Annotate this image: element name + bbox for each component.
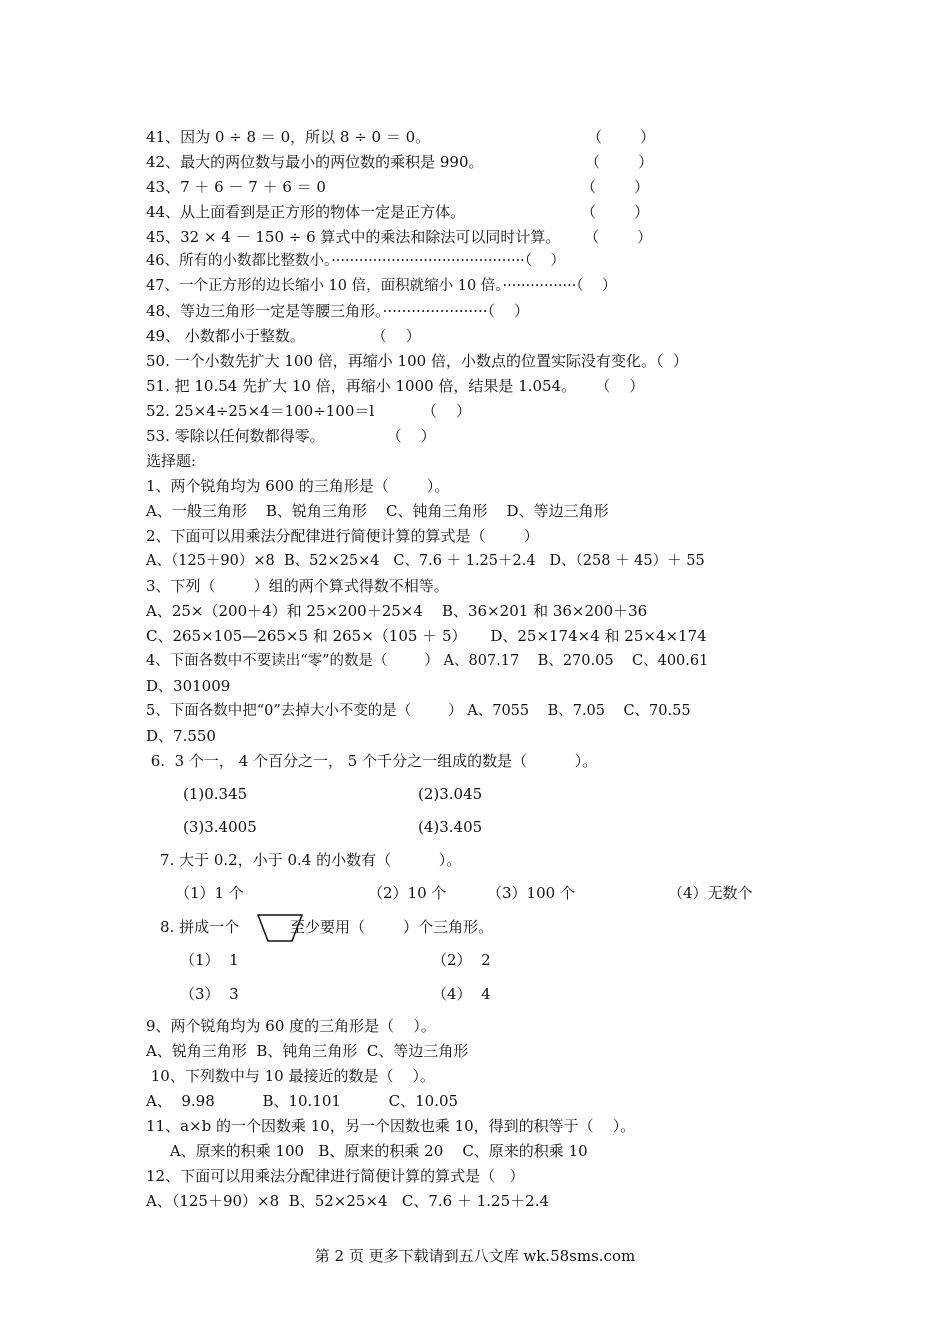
question-52: 52. 25×4÷25×4＝100÷100＝l （ ） — [146, 402, 471, 420]
choice-10: 10、下列数中与 10 最接近的数是（ ）。 — [146, 1067, 436, 1085]
choice-1-options: A、一般三角形 B、锐角三角形 C、钝角三角形 D、等边三角形 — [146, 502, 609, 520]
question-44: 44、从上面看到是正方形的物体一定是正方体。 — [146, 203, 466, 221]
question-49: 49、 小数都小于整数。 （ ） — [146, 327, 421, 345]
choice-3: 3、下列（ ）组的两个算式得数不相等。 — [146, 577, 449, 595]
choice-7-option-2: （2）10 个 — [368, 884, 447, 902]
answer-bracket-41: （ ） — [587, 128, 656, 146]
question-46: 46、所有的小数都比整数小。··········································（ ） — [146, 253, 565, 269]
question-53: 53. 零除以任何数都得零。 （ ） — [146, 427, 436, 445]
choice-8-option-1: （1） 1 — [180, 951, 239, 969]
choice-7-option-1: （1）1 个 — [175, 884, 244, 902]
answer-bracket-43: （ ） — [581, 178, 650, 196]
choice-2-options: A、（125＋90）×8 B、52×25×4 C、7.6 ＋ 1.25＋2.4 D、（258 ＋ 45）＋ 55 — [146, 553, 705, 569]
choice-5: 5、下面各数中把“0”去掉大小不变的是（ ） A、7055 B、7.05 C、70.55 — [146, 703, 691, 719]
choice-8-suffix: 至少要用（ ）个三角形。 — [290, 918, 494, 936]
section-heading: 选择题: — [146, 452, 197, 470]
choice-4: 4、下面各数中不要读出“零”的数是（ ） A、807.17 B、270.05 C、400.61 — [146, 653, 709, 669]
choice-5-option-d: D、7.550 — [146, 727, 216, 745]
choice-7-option-3: （3）100 个 — [487, 884, 575, 902]
choice-7-option-4: （4）无数个 — [668, 884, 753, 902]
choice-3-options-ab: A、25×（200＋4）和 25×200＋25×4 B、36×201 和 36×200＋36 — [146, 602, 648, 620]
choice-2: 2、下面可以用乘法分配律进行简便计算的算式是（ ） — [146, 527, 539, 545]
question-47: 47、一个正方形的边长缩小 10 倍，面积就缩小 10 倍。················（ ） — [146, 278, 617, 294]
answer-bracket-45: （ ） — [584, 228, 653, 246]
question-48: 48、等边三角形一定是等腰三角形。······················（ ） — [146, 302, 530, 320]
choice-1: 1、两个锐角均为 600 的三角形是（ ）。 — [146, 477, 450, 495]
page-footer: 第 2 页 更多下载请到五八文库 wk.58sms.com — [314, 1247, 636, 1265]
choice-8-option-2: （2） 2 — [432, 951, 491, 969]
choice-6-option-2: (2)3.045 — [418, 785, 483, 803]
choice-7: 7. 大于 0.2，小于 0.4 的小数有（ ）。 — [160, 851, 462, 869]
choice-11: 11、a×b 的一个因数乘 10，另一个因数也乘 10，得到的积等于（ ）。 — [146, 1117, 636, 1135]
choice-8-option-4: （4） 4 — [432, 985, 491, 1003]
choice-3-options-cd: C、265×105—265×5 和 265×（105 ＋ 5） D、25×174×4 和 25×4×174 — [146, 627, 707, 645]
question-45: 45、32 × 4 － 150 ÷ 6 算式中的乘法和除法可以同时计算。 — [146, 228, 561, 246]
choice-8-option-3: （3） 3 — [180, 985, 239, 1003]
choice-6-option-1: (1)0.345 — [183, 785, 248, 803]
choice-11-options: A、原来的积乘 100 B、原来的积乘 20 C、原来的积乘 10 — [146, 1142, 588, 1160]
answer-bracket-44: （ ） — [581, 203, 650, 221]
choice-6-option-4: (4)3.405 — [418, 818, 483, 836]
choice-10-options: A、 9.98 B、10.101 C、10.05 — [146, 1092, 459, 1110]
question-50: 50. 一个小数先扩大 100 倍，再缩小 100 倍，小数点的位置实际没有变化。（ ） — [146, 352, 688, 370]
question-51: 51. 把 10.54 先扩大 10 倍，再缩小 1000 倍，结果是 1.054。 （ ） — [146, 377, 645, 395]
choice-12: 12、下面可以用乘法分配律进行简便计算的算式是（ ） — [146, 1167, 525, 1185]
choice-9-options: A、锐角三角形 B、钝角三角形 C、等边三角形 — [146, 1042, 469, 1060]
question-43: 43、7 ＋ 6 － 7 ＋ 6 ＝ 0 — [146, 178, 326, 196]
choice-9: 9、两个锐角均为 60 度的三角形是（ ）。 — [146, 1017, 436, 1035]
answer-bracket-42: （ ） — [585, 153, 654, 171]
question-42: 42、最大的两位数与最小的两位数的乘积是 990。 — [146, 153, 484, 171]
choice-4-option-d: D、301009 — [146, 677, 231, 695]
question-41: 41、因为 0 ÷ 8 ＝ 0，所以 8 ÷ 0 ＝ 0。 — [146, 128, 431, 146]
choice-6-option-3: (3)3.4005 — [183, 818, 257, 836]
choice-12-options: A、（125＋90）×8 B、52×25×4 C、7.6 ＋ 1.25＋2.4 — [146, 1192, 550, 1210]
choice-8-prefix: 8. 拼成一个 — [160, 918, 240, 936]
choice-6: 6. 3 个一， 4 个百分之一， 5 个千分之一组成的数是（ ）。 — [146, 752, 598, 770]
